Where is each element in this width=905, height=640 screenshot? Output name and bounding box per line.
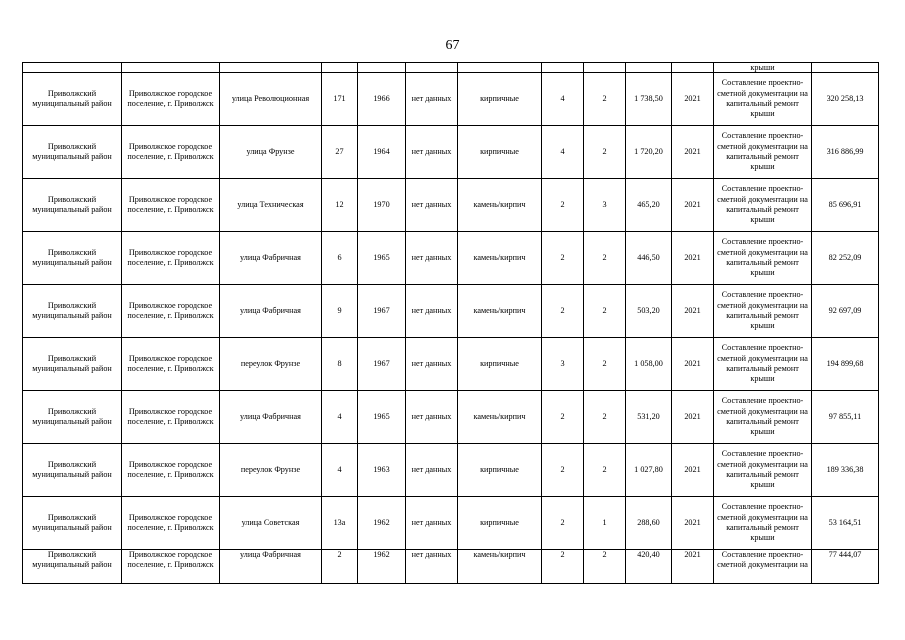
cost-cell: 82 252,09 [812, 232, 879, 285]
wall-material-cell: кирпичные [458, 126, 542, 179]
work-cell: Составление проектно-сметной документации на капитальный ремонт крыши [714, 391, 812, 444]
capital-repair-table [22, 62, 879, 584]
floors-cell: 4 [542, 126, 584, 179]
empty-cell [358, 63, 406, 73]
empty-cell [23, 63, 122, 73]
wall-material-cell: кирпичные [458, 444, 542, 497]
floors-cell: 2 [542, 444, 584, 497]
plan-year-cell: 2021 [672, 126, 714, 179]
wall-material-cell: камень/кирпич [458, 550, 542, 584]
empty-cell [220, 63, 322, 73]
cost-cell: 316 886,99 [812, 126, 879, 179]
area-cell: 503,20 [626, 285, 672, 338]
street-cell: улица Техническая [220, 179, 322, 232]
floors-cell: 2 [542, 285, 584, 338]
entrances-cell: 3 [584, 179, 626, 232]
wall-material-cell: камень/кирпич [458, 179, 542, 232]
area-cell: 446,50 [626, 232, 672, 285]
house-number-cell: 4 [322, 444, 358, 497]
plan-year-cell: 2021 [672, 338, 714, 391]
status-cell: нет данных [406, 550, 458, 584]
floors-cell: 2 [542, 391, 584, 444]
build-year-cell: 1967 [358, 338, 406, 391]
work-cell: Составление проектно-сметной документации на капитальный ремонт крыши [714, 179, 812, 232]
table-row [23, 232, 879, 285]
area-cell: 465,20 [626, 179, 672, 232]
table-row [23, 444, 879, 497]
floors-cell: 4 [542, 73, 584, 126]
cost-cell: 53 164,51 [812, 497, 879, 550]
page-number: 67 [445, 38, 460, 53]
settlement-cell: Приволжское городское поселение, г. Приволжск [122, 126, 220, 179]
plan-year-cell: 2021 [672, 73, 714, 126]
cost-cell: 194 899,68 [812, 338, 879, 391]
empty-cell [458, 63, 542, 73]
house-number-cell: 8 [322, 338, 358, 391]
house-number-cell: 2 [322, 550, 358, 584]
area-cell: 1 720,20 [626, 126, 672, 179]
area-cell: 531,20 [626, 391, 672, 444]
settlement-cell: Приволжское городское поселение, г. Приволжск [122, 73, 220, 126]
floors-cell: 2 [542, 179, 584, 232]
table-row [23, 550, 879, 584]
work-cell: Составление проектно-сметной документации на капитальный ремонт крыши [714, 338, 812, 391]
plan-year-cell: 2021 [672, 391, 714, 444]
table-row [23, 391, 879, 444]
table-row [23, 126, 879, 179]
settlement-cell: Приволжское городское поселение, г. Приволжск [122, 497, 220, 550]
house-number-cell: 4 [322, 391, 358, 444]
table-row [23, 497, 879, 550]
area-cell: 288,60 [626, 497, 672, 550]
entrances-cell: 1 [584, 497, 626, 550]
house-number-cell: 27 [322, 126, 358, 179]
status-cell: нет данных [406, 232, 458, 285]
build-year-cell: 1962 [358, 550, 406, 584]
district-cell: Приволжский муниципальный район [23, 338, 122, 391]
wall-material-cell: камень/кирпич [458, 285, 542, 338]
work-cell: Составление проектно-сметной документации на капитальный ремонт крыши [714, 497, 812, 550]
plan-year-cell: 2021 [672, 232, 714, 285]
empty-cell [626, 63, 672, 73]
cost-cell: 320 258,13 [812, 73, 879, 126]
empty-cell [322, 63, 358, 73]
table-row [23, 179, 879, 232]
house-number-cell: 13а [322, 497, 358, 550]
plan-year-cell: 2021 [672, 497, 714, 550]
table-row [23, 73, 879, 126]
status-cell: нет данных [406, 391, 458, 444]
status-cell: нет данных [406, 444, 458, 497]
continuation-row [23, 63, 879, 73]
table-row [23, 338, 879, 391]
floors-cell: 2 [542, 497, 584, 550]
floors-cell: 2 [542, 550, 584, 584]
wall-material-cell: камень/кирпич [458, 232, 542, 285]
district-cell: Приволжский муниципальный район [23, 126, 122, 179]
entrances-cell: 2 [584, 126, 626, 179]
empty-cell [406, 63, 458, 73]
district-cell: Приволжский муниципальный район [23, 497, 122, 550]
settlement-cell: Приволжское городское поселение, г. Приволжск [122, 338, 220, 391]
district-cell: Приволжский муниципальный район [23, 444, 122, 497]
street-cell: улица Фабричная [220, 232, 322, 285]
wall-material-cell: камень/кирпич [458, 391, 542, 444]
build-year-cell: 1965 [358, 391, 406, 444]
build-year-cell: 1967 [358, 285, 406, 338]
empty-cell [672, 63, 714, 73]
district-cell: Приволжский муниципальный район [23, 73, 122, 126]
floors-cell: 3 [542, 338, 584, 391]
district-cell: Приволжский муниципальный район [23, 391, 122, 444]
cost-cell: 97 855,11 [812, 391, 879, 444]
street-cell: улица Фабричная [220, 391, 322, 444]
entrances-cell: 2 [584, 338, 626, 391]
settlement-cell: Приволжское городское поселение, г. Приволжск [122, 391, 220, 444]
wall-material-cell: кирпичные [458, 338, 542, 391]
work-cell: Составление проектно-сметной документации на капитальный ремонт крыши [714, 285, 812, 338]
empty-cell [812, 63, 879, 73]
settlement-cell: Приволжское городское поселение, г. Приволжск [122, 285, 220, 338]
work-cell: Составление проектно-сметной документации на капитальный ремонт крыши [714, 126, 812, 179]
build-year-cell: 1962 [358, 497, 406, 550]
plan-year-cell: 2021 [672, 179, 714, 232]
settlement-cell: Приволжское городское поселение, г. Приволжск [122, 179, 220, 232]
entrances-cell: 2 [584, 232, 626, 285]
street-cell: улица Революционная [220, 73, 322, 126]
entrances-cell: 2 [584, 550, 626, 584]
district-cell: Приволжский муниципальный район [23, 550, 122, 584]
street-cell: улица Советская [220, 497, 322, 550]
work-cell: крыши [714, 63, 812, 73]
house-number-cell: 171 [322, 73, 358, 126]
area-cell: 1 058,00 [626, 338, 672, 391]
build-year-cell: 1970 [358, 179, 406, 232]
empty-cell [122, 63, 220, 73]
plan-year-cell: 2021 [672, 550, 714, 584]
work-cell: Составление проектно-сметной документации на капитальный ремонт крыши [714, 444, 812, 497]
cost-cell: 85 696,91 [812, 179, 879, 232]
status-cell: нет данных [406, 497, 458, 550]
area-cell: 420,40 [626, 550, 672, 584]
area-cell: 1 738,50 [626, 73, 672, 126]
work-cell: Составление проектно-сметной документации на [714, 550, 812, 584]
empty-cell [542, 63, 584, 73]
entrances-cell: 2 [584, 444, 626, 497]
status-cell: нет данных [406, 179, 458, 232]
entrances-cell: 2 [584, 285, 626, 338]
district-cell: Приволжский муниципальный район [23, 285, 122, 338]
settlement-cell: Приволжское городское поселение, г. Приволжск [122, 444, 220, 497]
settlement-cell: Приволжское городское поселение, г. Приволжск [122, 232, 220, 285]
wall-material-cell: кирпичные [458, 73, 542, 126]
house-number-cell: 12 [322, 179, 358, 232]
status-cell: нет данных [406, 126, 458, 179]
status-cell: нет данных [406, 338, 458, 391]
cost-cell: 92 697,09 [812, 285, 879, 338]
build-year-cell: 1964 [358, 126, 406, 179]
floors-cell: 2 [542, 232, 584, 285]
cost-cell: 77 444,07 [812, 550, 879, 584]
plan-year-cell: 2021 [672, 444, 714, 497]
district-cell: Приволжский муниципальный район [23, 179, 122, 232]
entrances-cell: 2 [584, 391, 626, 444]
street-cell: улица Фрунзе [220, 126, 322, 179]
cost-cell: 189 336,38 [812, 444, 879, 497]
house-number-cell: 6 [322, 232, 358, 285]
build-year-cell: 1963 [358, 444, 406, 497]
work-cell: Составление проектно-сметной документации на капитальный ремонт крыши [714, 232, 812, 285]
entrances-cell: 2 [584, 73, 626, 126]
area-cell: 1 027,80 [626, 444, 672, 497]
wall-material-cell: кирпичные [458, 497, 542, 550]
house-number-cell: 9 [322, 285, 358, 338]
build-year-cell: 1966 [358, 73, 406, 126]
status-cell: нет данных [406, 73, 458, 126]
status-cell: нет данных [406, 285, 458, 338]
work-cell: Составление проектно-сметной документации на капитальный ремонт крыши [714, 73, 812, 126]
table-row [23, 285, 879, 338]
plan-year-cell: 2021 [672, 285, 714, 338]
street-cell: переулок Фрунзе [220, 338, 322, 391]
empty-cell [584, 63, 626, 73]
street-cell: переулок Фрунзе [220, 444, 322, 497]
district-cell: Приволжский муниципальный район [23, 232, 122, 285]
build-year-cell: 1965 [358, 232, 406, 285]
settlement-cell: Приволжское городское поселение, г. Приволжск [122, 550, 220, 584]
street-cell: улица Фабричная [220, 550, 322, 584]
street-cell: улица Фабричная [220, 285, 322, 338]
